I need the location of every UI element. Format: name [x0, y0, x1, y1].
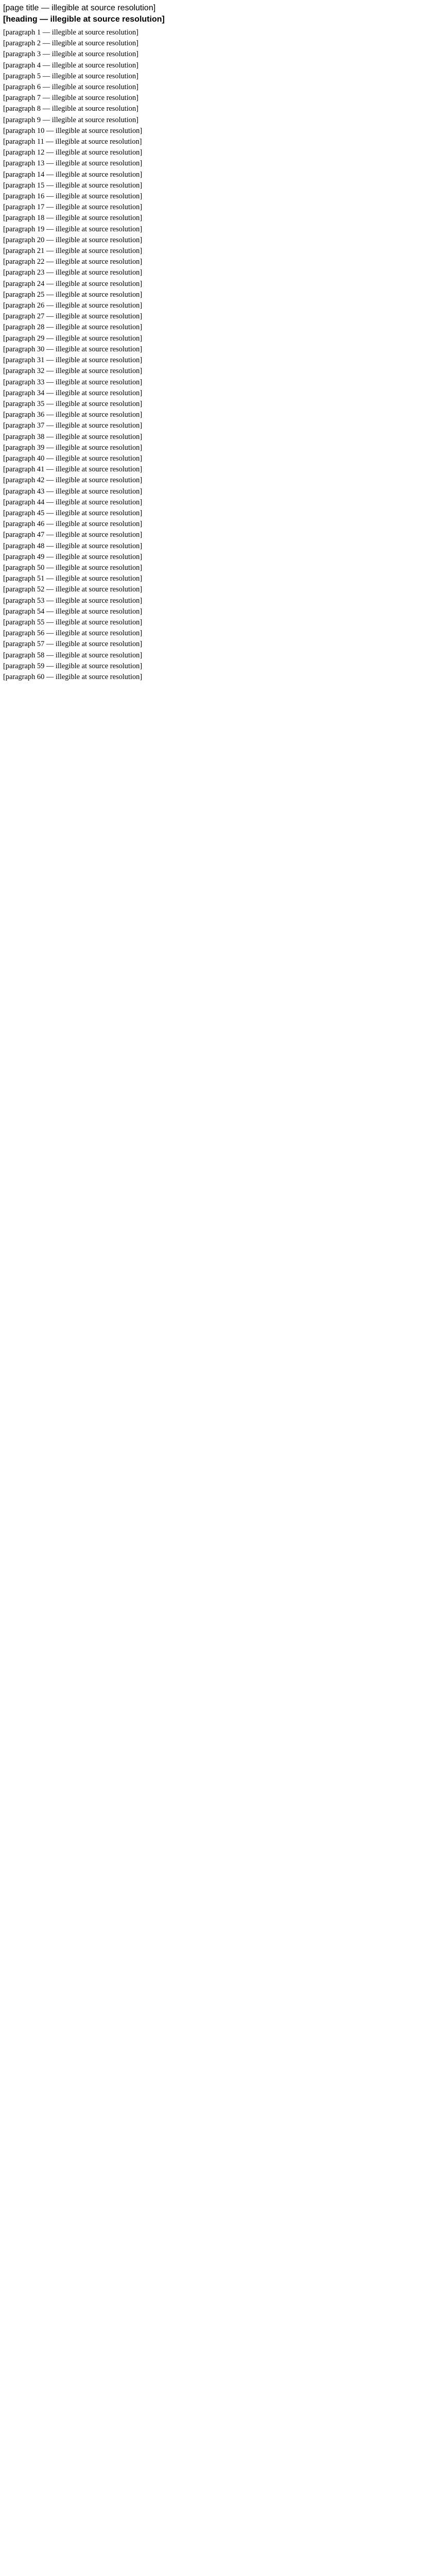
page-title: [page title — illegible at source resolution]: [3, 4, 156, 12]
paragraph: [paragraph 7 — illegible at source resolution]: [3, 94, 138, 103]
document-heading: [heading — illegible at source resolution]: [3, 15, 165, 24]
paragraph: [paragraph 23 — illegible at source resolution]: [3, 268, 143, 277]
paragraph: [paragraph 15 — illegible at source resolution]: [3, 181, 143, 190]
paragraph: [paragraph 17 — illegible at source resolution]: [3, 203, 143, 212]
paragraph: [paragraph 21 — illegible at source resolution]: [3, 247, 143, 256]
paragraph: [paragraph 60 — illegible at source resolution]: [3, 672, 143, 681]
paragraph: [paragraph 5 — illegible at source resolution]: [3, 72, 138, 80]
paragraph: [paragraph 13 — illegible at source resolution]: [3, 159, 143, 168]
paragraph: [paragraph 30 — illegible at source resolution]: [3, 345, 143, 353]
paragraph: [paragraph 39 — illegible at source resolution]: [3, 443, 143, 452]
paragraph: [paragraph 4 — illegible at source resolution]: [3, 61, 138, 70]
paragraph: [paragraph 37 — illegible at source resolution]: [3, 421, 143, 430]
paragraph: [paragraph 20 — illegible at source resolution]: [3, 235, 143, 244]
paragraph: [paragraph 22 — illegible at source resolution]: [3, 258, 143, 266]
paragraph: [paragraph 35 — illegible at source resolution]: [3, 399, 143, 408]
document-body: [3, 28, 431, 682]
paragraph: [paragraph 2 — illegible at source resolution]: [3, 39, 138, 48]
paragraph: [paragraph 28 — illegible at source resolution]: [3, 323, 143, 332]
paragraph: [paragraph 38 — illegible at source resolution]: [3, 432, 143, 441]
paragraph: [paragraph 49 — illegible at source resolution]: [3, 552, 143, 561]
paragraph: [paragraph 33 — illegible at source resolution]: [3, 378, 143, 386]
paragraph: [paragraph 54 — illegible at source resolution]: [3, 607, 143, 616]
paragraph: [paragraph 8 — illegible at source resolution]: [3, 105, 138, 113]
paragraph: [paragraph 58 — illegible at source resolution]: [3, 651, 143, 659]
paragraph: [paragraph 25 — illegible at source resolution]: [3, 290, 143, 299]
paragraph: [paragraph 32 — illegible at source resolution]: [3, 367, 143, 376]
paragraph: [paragraph 12 — illegible at source resolution]: [3, 148, 143, 157]
paragraph: [paragraph 34 — illegible at source resolution]: [3, 388, 143, 397]
paragraph: [paragraph 16 — illegible at source resolution]: [3, 192, 143, 201]
paragraph: [paragraph 31 — illegible at source resolution]: [3, 356, 143, 365]
paragraph: [paragraph 14 — illegible at source resolution]: [3, 170, 143, 179]
paragraph: [paragraph 18 — illegible at source resolution]: [3, 214, 143, 223]
paragraph: [paragraph 26 — illegible at source resolution]: [3, 301, 143, 310]
paragraph: [paragraph 36 — illegible at source resolution]: [3, 411, 143, 419]
paragraph: [paragraph 24 — illegible at source resolution]: [3, 279, 143, 288]
paragraph: [paragraph 42 — illegible at source resolution]: [3, 476, 143, 485]
paragraph: [paragraph 51 — illegible at source resolution]: [3, 574, 143, 583]
paragraph: [paragraph 6 — illegible at source resolution]: [3, 83, 138, 92]
paragraph: [paragraph 29 — illegible at source resolution]: [3, 334, 143, 343]
paragraph: [paragraph 41 — illegible at source resolution]: [3, 465, 143, 474]
document-page: [0, 0, 436, 687]
paragraph: [paragraph 48 — illegible at source resolution]: [3, 541, 143, 550]
paragraph: [paragraph 10 — illegible at source resolution]: [3, 126, 143, 135]
paragraph: [paragraph 1 — illegible at source resolution]: [3, 28, 138, 37]
paragraph: [paragraph 53 — illegible at source resolution]: [3, 596, 143, 605]
paragraph: [paragraph 44 — illegible at source resolution]: [3, 498, 143, 506]
paragraph: [paragraph 56 — illegible at source resolution]: [3, 629, 143, 638]
paragraph: [paragraph 57 — illegible at source resolution]: [3, 640, 143, 649]
paragraph: [paragraph 52 — illegible at source resolution]: [3, 585, 143, 594]
paragraph: [paragraph 9 — illegible at source resolution]: [3, 115, 138, 124]
paragraph: [paragraph 45 — illegible at source resolution]: [3, 509, 143, 517]
paragraph: [paragraph 59 — illegible at source resolution]: [3, 662, 143, 670]
paragraph: [paragraph 43 — illegible at source resolution]: [3, 487, 143, 496]
paragraph: [paragraph 50 — illegible at source resolution]: [3, 563, 143, 572]
paragraph: [paragraph 55 — illegible at source resolution]: [3, 618, 143, 626]
paragraph: [paragraph 11 — illegible at source resolution]: [3, 138, 142, 146]
paragraph: [paragraph 27 — illegible at source resolution]: [3, 312, 143, 321]
paragraph: [paragraph 3 — illegible at source resolution]: [3, 50, 138, 59]
paragraph: [paragraph 46 — illegible at source resolution]: [3, 520, 143, 529]
paragraph: [paragraph 47 — illegible at source resolution]: [3, 531, 143, 539]
paragraph: [paragraph 40 — illegible at source resolution]: [3, 454, 143, 463]
paragraph: [paragraph 19 — illegible at source resolution]: [3, 225, 143, 233]
